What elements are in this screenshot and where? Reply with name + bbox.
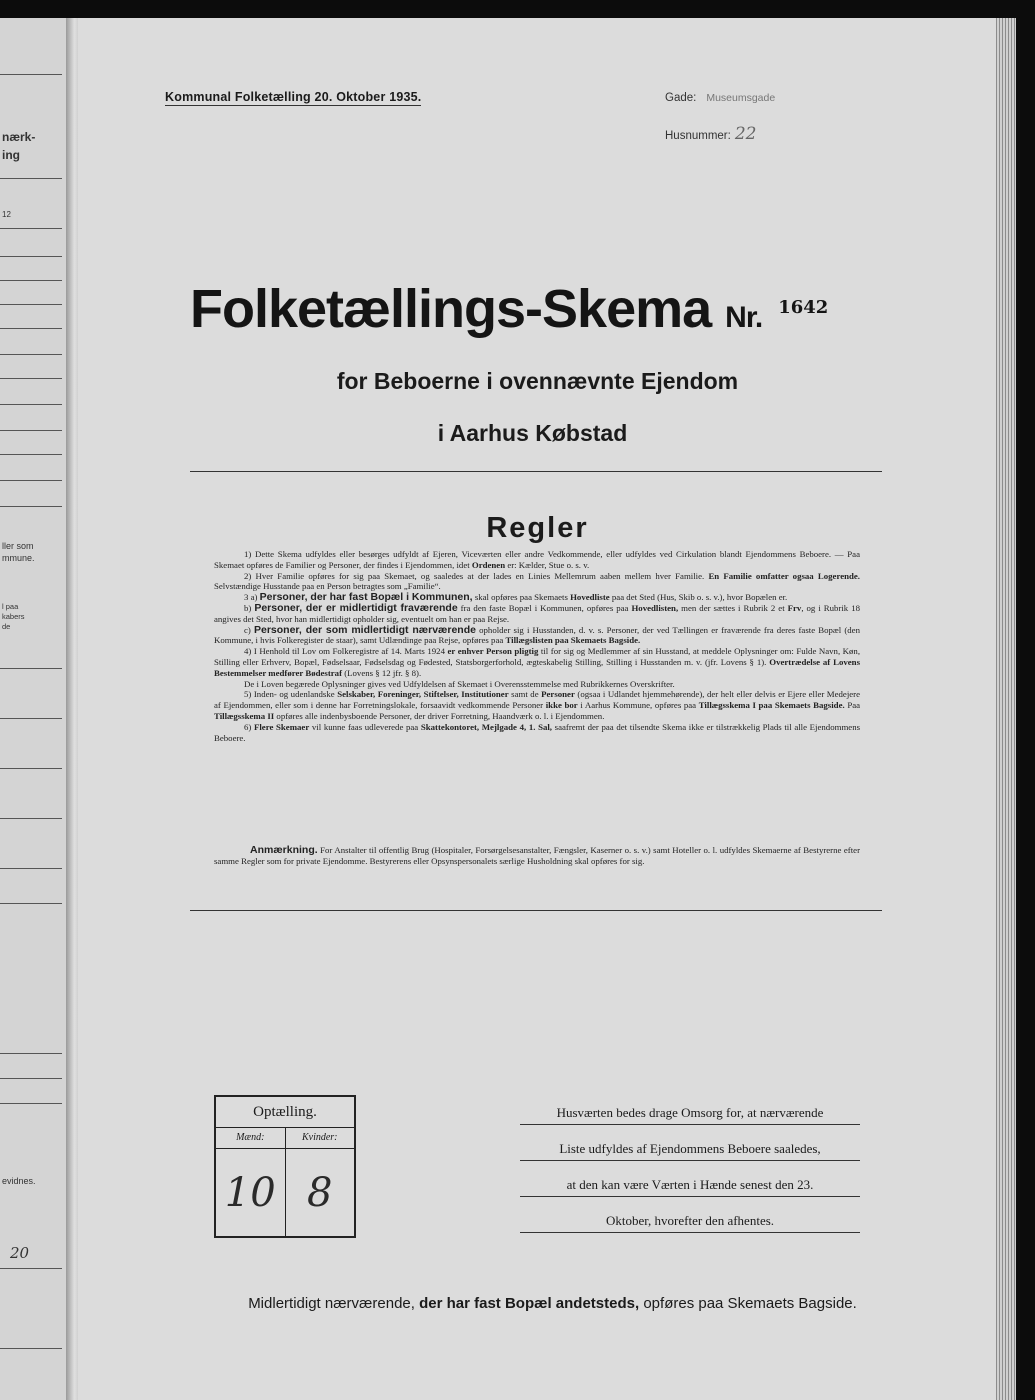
left-page-fragment: ller som	[2, 541, 34, 551]
house-number-label: Husnummer:	[665, 130, 731, 142]
divider	[0, 1103, 62, 1104]
rule-1: 1) Dette Skema udfyldes eller besørges udfyldt af Ejeren, Viceværten eller andre Vedkommende, eller udfyldes ved Cirkulation blandt Ejendommens Beboere. — Paa Skemaet opføres de Familier og Personer, der findes i Ejendommen, idet Ordenen er: Kælder, Stue o. s. v.	[214, 549, 860, 570]
street-field	[665, 92, 775, 104]
instruction-line: at den kan være Værten i Hænde senest den 23.	[520, 1174, 860, 1197]
divider	[190, 910, 882, 911]
divider	[0, 818, 62, 819]
page-edges	[996, 18, 1016, 1400]
form-number-label: Nr.	[725, 301, 763, 334]
divider	[190, 471, 882, 472]
house-number-value: 22	[734, 124, 757, 144]
rule-5: 5) Inden- og udenlandske Selskaber, Foreninger, Stiftelser, Institutioner samt de Personer (ogsaa i Udlandet hjemmehørende), der helt eller delvis er Ejere eller Medejere af Ejendommen, eller som i denne har Forretningslokale, forsaavidt vedkommende Personer ikke bor i Aarhus Kommune, opføres paa Tillægsskema I paa Skemaets Bagside. Paa Tillægsskema II opføres alle indenbysboende Personer, der driver Forretning, Haandværk o. l. i Ejendommen.	[214, 689, 861, 721]
tally-men-label: Mænd:	[216, 1128, 286, 1148]
rule-3a: 3 a) Personer, der har fast Bopæl i Kommunen, skal opføres paa Skemaets Hovedliste paa det Sted (Hus, Skib o. s. v.), hvor Bopælen er.	[244, 591, 788, 604]
divider	[0, 256, 62, 257]
left-page-fragment: l paa	[2, 602, 19, 611]
rules-text	[214, 549, 860, 743]
divider	[0, 868, 62, 869]
street-value: Museumsgade	[706, 92, 776, 104]
left-page-fragment: de	[2, 622, 11, 631]
divider	[0, 903, 62, 904]
house-number-field	[665, 124, 756, 144]
rule-4: 4) I Henhold til Lov om Folkeregistre af 14. Marts 1924 er enhver Person pligtig til for sig og Medlemmer af sin Husstand, at meddele Oplysninger om: Fulde Navn, Køn, Stilling eller Erhverv, Bopæl, Fødselsaar, Fødselsdag og Fødested, Statsborgerforhold, ægteskabelig Stilling, Stilling i Husstanden m. v. (jfr. Lovens § 1). Overtrædelse af Lovens Bestemmelser medfører Bødestraf (Lovens § 12 jfr. § 8).	[214, 646, 861, 678]
rule-3b: b) Personer, der er midlertidigt fraværende fra den faste Bopæl i Kommunen, opføres paa Hovedlisten, men der sættes i Rubrik 2 et Frv, og i Rubrik 18 angives det Sted, hvor han midlertidigt opholder sig, eventuelt om han er paa Rejse.	[214, 601, 860, 624]
divider	[0, 1053, 62, 1054]
left-page-fragment: mmune.	[2, 553, 35, 563]
divider	[0, 74, 62, 75]
divider	[0, 718, 62, 719]
rule-4-note: De i Loven begærede Oplysninger gives ved Udfyldelsen af Skemaet i Overensstemmelse med Rubrikkernes Overskrifter.	[244, 678, 675, 689]
census-title-line: Kommunal Folketælling 20. Oktober 1935.	[165, 90, 422, 104]
rule-6: 6) Flere Skemaer vil kunne faas udleverede paa Skattekontoret, Mejlgade 4, 1. Sal, saafremt der paa det tilsendte Skema ikke er tilstrækkelig Plads til alle Ejendommens Beboere.	[214, 721, 861, 743]
form-title-main: Folketællings-Skema	[190, 279, 712, 339]
left-page-fragment: nærk-	[2, 130, 36, 144]
left-page-fragment: 12	[2, 210, 11, 219]
divider	[0, 280, 62, 281]
rule-3c: c) Personer, der som midlertidigt nærværende opholder sig i Husstanden, d. v. s. Personer, der ved Tællingen er fraværende fra deres faste Bopæl (den Kommune, i hvis Folkeregister de staar), samt Udlændinge paa Rejse, opføres paa Tillægslisten paa Skemaets Bagside.	[214, 623, 860, 646]
remark-paragraph	[214, 845, 860, 867]
divider	[0, 1268, 62, 1269]
instruction-line: Husværten bedes drage Omsorg for, at nærværende	[520, 1102, 860, 1125]
form-number-value: 1642	[778, 297, 829, 318]
divider	[0, 506, 62, 507]
form-title	[190, 278, 828, 340]
divider	[0, 178, 62, 179]
form-subtitle: for Beboerne i ovennævnte Ejendom	[336, 368, 739, 394]
tally-box	[214, 1095, 356, 1238]
divider	[0, 228, 62, 229]
divider	[0, 480, 62, 481]
divider	[0, 668, 62, 669]
tally-values	[216, 1149, 354, 1238]
street-label: Gade:	[665, 92, 697, 104]
remark-text: For Anstalter til offentlig Brug (Hospitaler, Forsørgelsesanstalter, Fængsler, Kaserner o. s. v.) samt Hoteller o. l. udfyldes Skemaerne af Bestyrerne efter samme Regler som for private Ejendomme. Bestyrerens eller Opsynspersonalets særlige Husholdning skal opføres for sig.	[214, 845, 860, 866]
left-page-fragment: ing	[2, 148, 20, 162]
divider	[0, 404, 62, 405]
footer-part: Midlertidigt nærværende,	[248, 1295, 415, 1312]
left-page-fragment: 20	[10, 1244, 30, 1262]
left-page-fragment: kabers	[2, 612, 25, 621]
rules-heading: Regler	[486, 512, 589, 544]
left-page-fragment: evidnes.	[2, 1176, 36, 1186]
divider	[0, 454, 62, 455]
divider	[0, 328, 62, 329]
footer-note	[0, 1295, 1035, 1312]
divider	[0, 1078, 62, 1079]
tally-title: Optælling.	[216, 1097, 354, 1128]
rule-2: 2) Hver Familie opføres for sig paa Skemaet, og saaledes at der lades en Linies Mellemrum aaben mellem hver Familie. En Familie omfatter ogsaa Logerende. Selvstændige Husstande paa en Person betragtes som „Familie“.	[214, 570, 860, 592]
tally-headers	[216, 1128, 354, 1149]
footer-part-bold: der har fast Bopæl andetsteds,	[419, 1295, 640, 1312]
left-page-margin	[0, 18, 68, 1400]
divider	[0, 354, 62, 355]
tally-men-count: 10	[216, 1149, 286, 1238]
divider	[0, 304, 62, 305]
footer-part: opføres paa Skemaets Bagside.	[643, 1295, 857, 1312]
instruction-line: Oktober, hvorefter den afhentes.	[520, 1210, 860, 1233]
instruction-line: Liste udfyldes af Ejendommens Beboere saaledes,	[520, 1138, 860, 1161]
tally-women-label: Kvinder:	[301, 1132, 338, 1143]
tally-women-count: 8	[307, 1170, 333, 1216]
remark-label: Anmærkning.	[250, 844, 318, 856]
landlord-instruction	[520, 1102, 860, 1246]
divider	[0, 768, 62, 769]
form-subtitle-city: i Aarhus Købstad	[437, 420, 628, 446]
divider	[0, 1348, 62, 1349]
